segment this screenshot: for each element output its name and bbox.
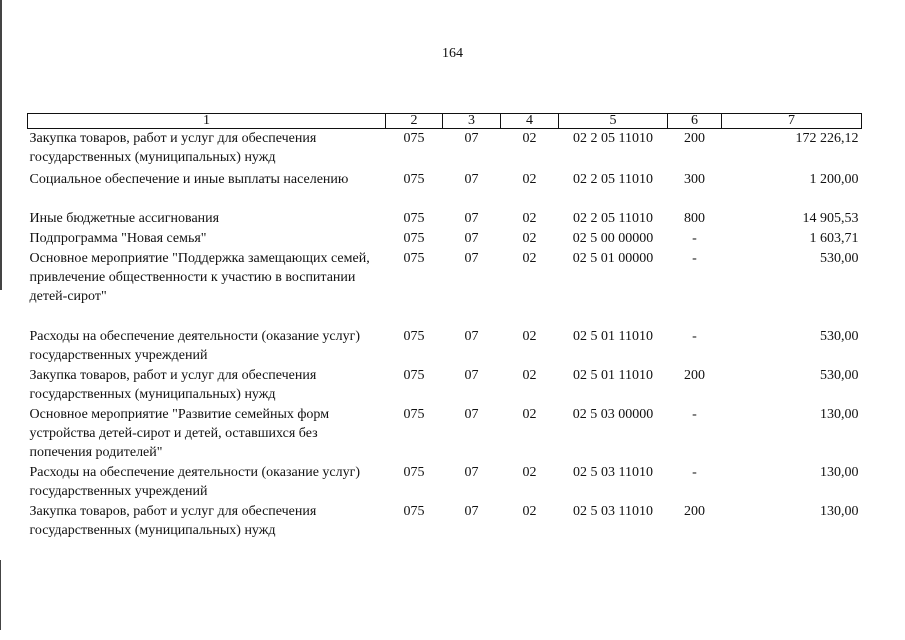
- row-code-5: 02 5 03 11010: [573, 464, 653, 480]
- row-code-3: 07: [464, 406, 479, 422]
- row-code-5: 02 5 01 11010: [573, 328, 653, 344]
- row-code-3: 07: [464, 328, 479, 344]
- row-code-5: 02 5 03 11010: [573, 503, 653, 519]
- row-code-3: 07: [464, 367, 479, 383]
- table-row: [28, 327, 862, 366]
- row-code-2: 075: [403, 464, 425, 480]
- row-amount: 530,00: [820, 367, 859, 383]
- row-code-5: 02 5 01 00000: [572, 250, 654, 266]
- row-code-3: 07: [464, 503, 479, 519]
- row-item-name: Закупка товаров, работ и услуг для обеспечения государственных (муниципальных) нужд: [29, 367, 317, 402]
- row-code-6: 200: [684, 367, 705, 383]
- row-amount: 1 603,71: [809, 230, 859, 246]
- column-header-1: 1: [28, 114, 386, 129]
- row-code-3: 07: [464, 250, 479, 266]
- row-code-5: 02 5 03 00000: [572, 406, 654, 422]
- row-code-2: 075: [403, 131, 425, 146]
- row-amount: 1 200,00: [809, 171, 859, 187]
- row-code-5: 02 2 05 11010: [573, 210, 653, 226]
- table-row: [28, 249, 862, 327]
- table-row: [28, 170, 862, 209]
- row-code-4: 02: [522, 406, 537, 422]
- row-code-6: -: [692, 406, 697, 422]
- row-code-6: -: [692, 328, 697, 344]
- row-code-3: 07: [464, 230, 479, 246]
- table-row: [28, 502, 862, 541]
- row-item-name: Расходы на обеспечение деятельности (оказание услуг) государственных учреждений: [29, 464, 361, 499]
- page-number: 164: [442, 46, 463, 61]
- row-code-6: -: [692, 250, 697, 266]
- column-header-6: 6: [668, 114, 722, 129]
- row-code-3: 07: [464, 210, 479, 226]
- row-code-4: 02: [522, 503, 537, 519]
- scan-edge-line-top: [0, 0, 2, 290]
- row-item-name: Основное мероприятие "Поддержка замещающих семей, привлечение общественности к участию в воспитании детей-сирот": [29, 250, 370, 304]
- row-code-6: 200: [684, 131, 705, 146]
- column-header-4: 4: [501, 114, 559, 129]
- row-code-2: 075: [403, 328, 425, 344]
- row-code-5: 02 2 05 11010: [573, 131, 653, 146]
- table-row: [28, 209, 862, 229]
- table-row: [28, 463, 862, 502]
- row-code-2: 075: [403, 171, 425, 187]
- row-code-5: 02 5 01 11010: [573, 367, 653, 383]
- row-code-2: 075: [403, 230, 425, 246]
- row-code-3: 07: [464, 131, 479, 146]
- row-code-2: 075: [403, 367, 425, 383]
- row-amount: 530,00: [820, 250, 859, 266]
- row-code-5: 02 5 00 00000: [572, 230, 654, 246]
- row-code-4: 02: [522, 230, 537, 246]
- row-amount: 130,00: [820, 406, 859, 422]
- row-code-4: 02: [522, 171, 537, 187]
- row-amount: 530,00: [820, 328, 859, 344]
- row-code-4: 02: [522, 131, 537, 146]
- row-code-2: 075: [403, 406, 425, 422]
- column-header-2: 2: [386, 114, 443, 129]
- row-amount: 14 905,53: [802, 210, 859, 226]
- column-header-3: 3: [443, 114, 501, 129]
- row-code-4: 02: [522, 210, 537, 226]
- row-amount: 130,00: [820, 464, 859, 480]
- row-code-5: 02 2 05 11010: [573, 171, 653, 187]
- row-code-6: -: [692, 464, 697, 480]
- row-item-name: Социальное обеспечение и иные выплаты населению: [29, 171, 349, 187]
- row-code-2: 075: [403, 210, 425, 226]
- row-item-name: Закупка товаров, работ и услуг для обеспечения государственных (муниципальных) нужд: [29, 503, 317, 538]
- table-header-row: [28, 114, 862, 129]
- column-header-7: 7: [722, 114, 862, 129]
- row-code-4: 02: [522, 367, 537, 383]
- row-code-4: 02: [522, 250, 537, 266]
- row-code-4: 02: [522, 464, 537, 480]
- row-item-name: Закупка товаров, работ и услуг для обеспечения государственных (муниципальных) нужд: [29, 131, 317, 165]
- row-item-name: Подпрограмма "Новая семья": [29, 230, 207, 246]
- row-code-2: 075: [403, 503, 425, 519]
- scan-edge-line-bottom: [0, 560, 1, 630]
- row-code-6: 800: [684, 210, 705, 226]
- row-code-3: 07: [464, 464, 479, 480]
- row-item-name: Иные бюджетные ассигнования: [29, 210, 220, 226]
- row-code-3: 07: [464, 171, 479, 187]
- table-row: [28, 229, 862, 249]
- table-row: [28, 405, 862, 463]
- row-code-6: 200: [684, 503, 705, 519]
- table-row: [28, 129, 862, 170]
- row-amount: 130,00: [820, 503, 859, 519]
- budget-table: [27, 113, 862, 541]
- row-amount: 172 226,12: [795, 131, 859, 146]
- table-row: [28, 366, 862, 405]
- row-item-name: Расходы на обеспечение деятельности (оказание услуг) государственных учреждений: [29, 328, 361, 363]
- column-header-5: 5: [559, 114, 668, 129]
- row-code-6: 300: [684, 171, 705, 187]
- row-code-2: 075: [403, 250, 425, 266]
- row-code-4: 02: [522, 328, 537, 344]
- row-item-name: Основное мероприятие "Развитие семейных форм устройства детей-сирот и детей, оставшихся без попечения родителей": [29, 406, 330, 460]
- row-code-6: -: [692, 230, 697, 246]
